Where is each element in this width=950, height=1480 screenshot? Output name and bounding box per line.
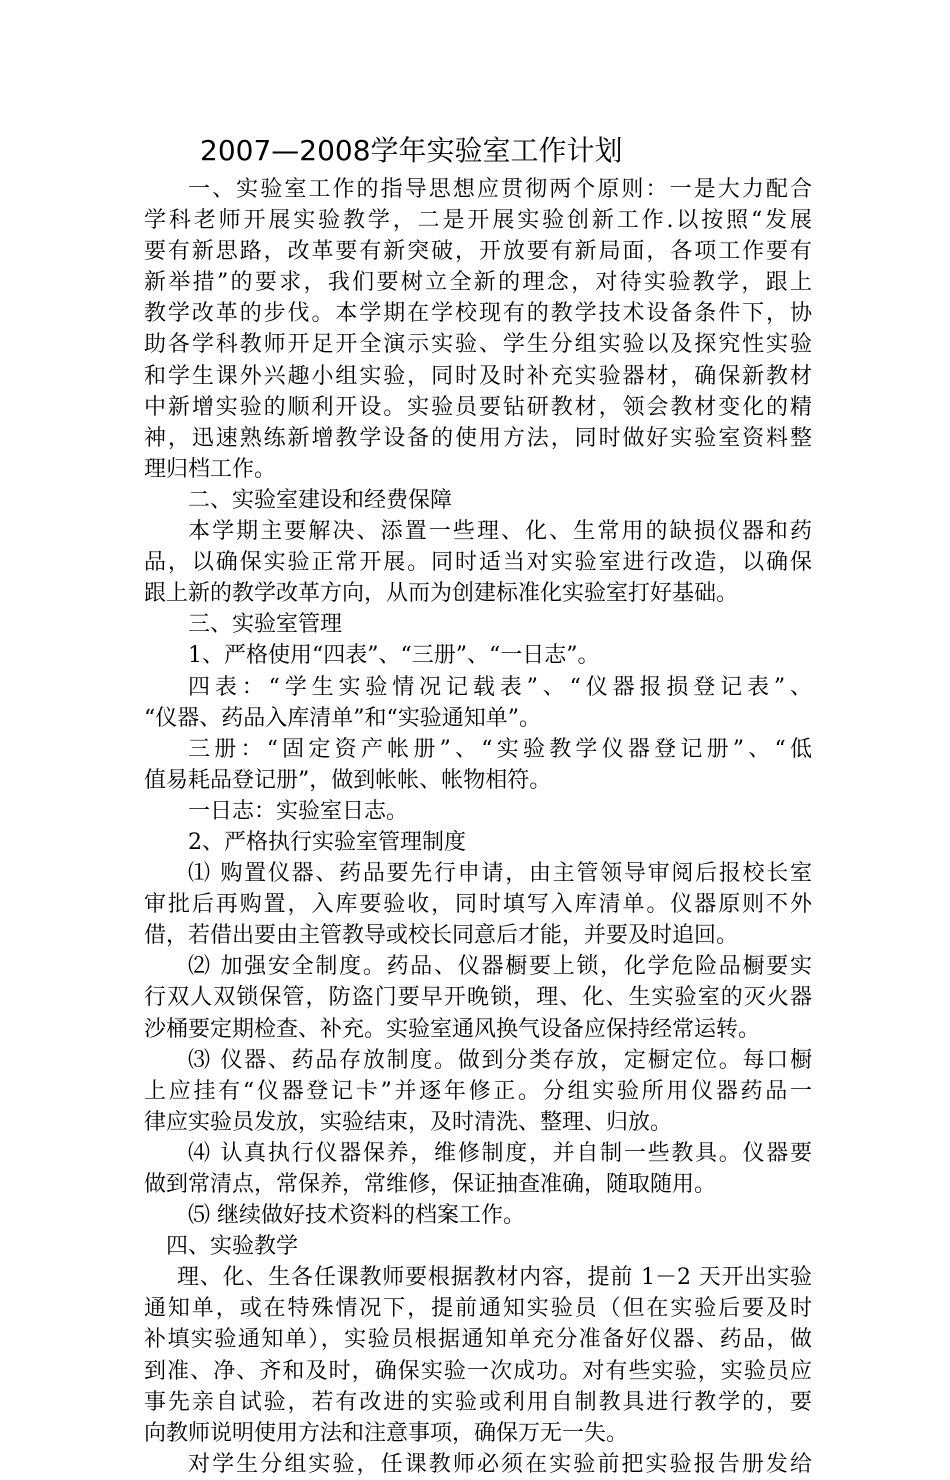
text-line: 事先亲自试验，若有改进的实验或利用自制教具进行教学的，要	[144, 1389, 812, 1415]
text-line: 二、实验室建设和经费保障	[188, 487, 453, 513]
text-line: 理归档工作。	[144, 456, 277, 482]
text-line: ⑴ 购置仪器、药品要先行申请，由主管领导审阅后报校长室	[188, 861, 812, 887]
text-line: 2、严格执行实验室管理制度	[188, 829, 466, 855]
document-body	[144, 174, 812, 1480]
text-line: ⑵ 加强安全制度。药品、仪器橱要上锁，化学危险品橱要实	[188, 954, 812, 980]
text-line: 跟上新的教学改革方向，从而为创建标准化实验室打好基础。	[144, 581, 739, 607]
text-line: 上应挂有“仪器登记卡”并逐年修正。分组实验所用仪器药品一	[144, 1078, 812, 1104]
text-line: 1、严格使用“四表”、“三册”、“一日志”。	[188, 643, 600, 669]
text-line: 行双人双锁保管，防盗门要早开晚锁，理、化、生实验室的灭火器	[144, 985, 812, 1011]
text-line: 一日志：实验室日志。	[188, 798, 409, 824]
text-line: 沙桶要定期检查、补充。实验室通风换气设备应保持经常运转。	[144, 1016, 761, 1042]
text-line: 要有新思路，改革要有新突破，开放要有新局面，各项工作要有	[144, 239, 812, 265]
text-line: 助各学科教师开足开全演示实验、学生分组实验以及探究性实验	[144, 332, 812, 358]
text-line: 借，若借出要由主管教导或校长同意后才能，并要及时追回。	[144, 923, 739, 949]
text-line: 三、实验室管理	[188, 612, 343, 638]
document-title: 2007—2008学年实验室工作计划	[200, 134, 623, 167]
text-line: 值易耗品登记册”，做到帐帐、帐物相符。	[144, 767, 552, 793]
text-line: ⑸ 继续做好技术资料的档案工作。	[188, 1203, 525, 1229]
text-line: ⑶ 仪器、药品存放制度。做到分类存放，定橱定位。每口橱	[188, 1047, 812, 1073]
text-line: 审批后再购置，入库要验收，同时填写入库清单。仪器原则不外	[144, 892, 812, 918]
text-line: 向教师说明使用方法和注意事项，确保万无一失。	[144, 1420, 629, 1446]
text-line: 律应实验员发放，实验结束，及时清洗、整理、归放。	[144, 1109, 673, 1135]
text-line: 补填实验通知单），实验员根据通知单充分准备好仪器、药品，做	[144, 1327, 812, 1353]
text-line: 品，以确保实验正常开展。同时适当对实验室进行改造，以确保	[144, 550, 812, 576]
text-line: 到准、净、齐和及时，确保实验一次成功。对有些实验，实验员应	[144, 1358, 812, 1384]
text-line: 通知单，或在特殊情况下，提前通知实验员（但在实验后要及时	[144, 1296, 812, 1322]
text-line: 做到常清点，常保养，常维修，保证抽查准确，随取随用。	[144, 1172, 717, 1197]
text-line: 和学生课外兴趣小组实验，同时及时补充实验器材，确保新教材	[144, 363, 812, 389]
text-line: 四、实验教学	[166, 1234, 299, 1260]
text-line: 神，迅速熟练新增教学设备的使用方法，同时做好实验室资料整	[144, 425, 812, 451]
text-line: 一、实验室工作的指导思想应贯彻两个原则：一是大力配合	[188, 177, 812, 202]
text-line: 四表：“学生实验情况记载表”、“仪器报损登记表”、	[188, 674, 812, 700]
text-line: 中新增实验的顺利开设。实验员要钻研教材，领会教材变化的精	[144, 394, 812, 420]
text-line: 对学生分组实验，任课教师必须在实验前把实验报告册发给	[188, 1451, 812, 1477]
text-line: ⑷ 认真执行仪器保养，维修制度，并自制一些教具。仪器要	[188, 1140, 812, 1166]
text-line: 学科老师开展实验教学，二是开展实验创新工作.以按照“发展	[144, 208, 812, 234]
text-line: 理、化、生各任课教师要根据教材内容，提前 1－2 天开出实验	[177, 1265, 812, 1291]
text-line: 三册：“固定资产帐册”、“实验教学仪器登记册”、“低	[188, 736, 812, 762]
text-line: 教学改革的步伐。本学期在学校现有的教学技术设备条件下，协	[144, 301, 812, 327]
text-line: 新举措”的要求，我们要树立全新的理念，对待实验教学，跟上	[144, 270, 812, 296]
text-line: “仪器、药品入库清单”和“实验通知单”。	[144, 705, 541, 731]
text-line: 本学期主要解决、添置一些理、化、生常用的缺损仪器和药	[188, 519, 812, 545]
